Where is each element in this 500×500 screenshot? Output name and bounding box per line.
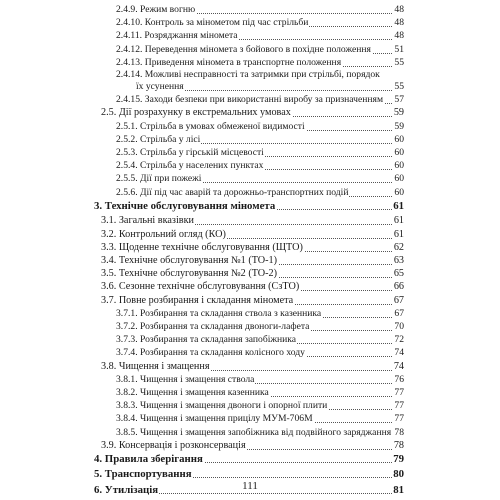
toc-entry: [0, 214, 500, 228]
toc-entry-title: 2.5.5. Дії при пожежі: [116, 173, 202, 185]
toc-entry-title: 2.5.6. Дії під час аварій та дорожньо-транспортних подій: [116, 186, 349, 198]
toc-entry-title: 3.8.3. Чищення і змащення двоноги і опорної плити: [116, 400, 328, 412]
toc-entry-title: 3.7.2. Розбирання та складання двоноги-лафета: [116, 320, 310, 332]
toc-entry-page: 80: [393, 468, 404, 481]
toc-entry-page: 70: [394, 320, 404, 332]
toc-entry-title: 3.7. Повне розбирання і складання міномета: [101, 294, 294, 306]
toc-entry-title: 3.3. Щоденне технічне обслуговування (ЩТО): [101, 241, 303, 253]
toc-entry-page: 72: [394, 334, 404, 346]
toc-entry-title: 3. Технічне обслуговування міномета: [94, 199, 276, 212]
toc-entry-title: 2.4.10. Контроль за мінометом під час стрільби: [116, 17, 309, 29]
toc-entry-title: 2.4.13. Приведення міномета в транспортне положення: [116, 56, 342, 68]
toc-entry-page: 67: [394, 307, 404, 319]
toc-entry: [0, 399, 500, 413]
toc-entry: [0, 241, 500, 255]
toc-entry: [0, 320, 500, 334]
toc-entry: [0, 254, 500, 268]
toc-entry: [0, 373, 500, 387]
toc-entry-title: 2.4.14. Можливі несправності та затримки при стрільбі, порядок: [116, 69, 380, 80]
toc-entry: [0, 56, 500, 70]
toc-entry-title: 2.4.15. Заходи безпеки при використанні виробу за призначенням: [116, 94, 384, 106]
toc-entry-page: 60: [394, 160, 404, 172]
toc-entry-title: 5. Транспортування: [94, 468, 192, 481]
toc-entry-title: 3.9. Консервація і розконсервація: [101, 439, 246, 451]
toc-entry-title: 3.8.2. Чищення і змащення казенника: [116, 386, 269, 398]
toc-entry-page: 55: [394, 56, 404, 68]
toc-entry-page: 77: [394, 413, 404, 425]
toc-entry: [0, 360, 500, 374]
toc-entry-page: 77: [394, 386, 404, 398]
toc-entry-title: 3.7.3. Розбирання та складання запобіжника: [116, 334, 297, 346]
toc-entry: [0, 307, 500, 321]
toc-entry: [0, 439, 500, 453]
toc-entry: [0, 333, 500, 347]
toc-entry: [0, 386, 500, 400]
toc-entry-title: 4. Правила зберігання: [94, 452, 203, 465]
toc-entry-title: 2.4.12. Переведення міномета з бойового в похідне положення: [116, 43, 371, 55]
toc-entry: [0, 106, 500, 120]
toc-entry-title: 2.5.3. Стрільба у гірській місцевості: [116, 147, 264, 158]
toc-entry-title: 3.7.1. Розбирання та складання ствола з казенника: [116, 307, 322, 319]
toc-entry-page: 77: [394, 400, 404, 412]
toc-entry: [0, 412, 500, 426]
toc-entry-page: 66: [393, 281, 404, 293]
toc-entry-title: 3.8.5. Чищення і змащення запобіжника від подвійного заряджання: [116, 426, 392, 438]
toc-entry-title: 3.7.4. Розбирання та складання колісного ходу: [116, 347, 305, 359]
toc-entry-title: 3.8.1. Чищення і змащення ствола: [116, 373, 255, 385]
toc-entry-page: 61: [393, 199, 404, 212]
toc-entry-page: 78: [394, 426, 404, 438]
toc-entry: [0, 228, 500, 242]
toc-entry: [0, 80, 500, 94]
toc-entry-page: 76: [394, 373, 404, 385]
toc-entry-page: 55: [394, 81, 404, 92]
toc-entry-page: 65: [393, 268, 404, 280]
page-number: 111: [242, 480, 258, 492]
toc-entry-page: 60: [394, 147, 404, 158]
toc-entry-title: 3.2. Контрольний огляд (КО): [101, 228, 226, 240]
toc-entry-page: 74: [393, 360, 404, 372]
toc-entry-title: 2.5.1. Стрільба в умовах обмеженої видимості: [116, 120, 305, 132]
toc-entry-page: 61: [393, 228, 404, 240]
toc-entry-page: 74: [394, 347, 404, 359]
toc-entry: [0, 267, 500, 281]
toc-entry-title: 2.5.4. Стрільба у населених пунктах: [116, 160, 264, 172]
toc-entry-page: 62: [393, 241, 404, 253]
toc-entry: [0, 199, 500, 213]
toc-entry: [0, 16, 500, 30]
toc-entry-title: 2.4.11. Розряджання міномета: [116, 30, 238, 42]
toc-entry-page: 78: [393, 439, 404, 451]
toc-entry-title: 6. Утилізація: [94, 483, 159, 496]
toc-entry: [0, 294, 500, 308]
toc-entry-page: 51: [394, 43, 404, 55]
toc-entry-page: 61: [393, 215, 404, 227]
toc-entry-page: 60: [394, 173, 404, 185]
toc-entry-title: 3.4. Технічне обслуговування №1 (ТО-1): [101, 254, 278, 266]
toc-entry: [0, 280, 500, 294]
toc-entry: [0, 29, 500, 43]
toc-entry-title: 3.8. Чищення і змащення: [101, 360, 210, 372]
toc-entry: [0, 346, 500, 360]
toc-entry-page: 81: [393, 483, 404, 496]
toc-entry-title: 2.5.2. Стрільба у лісі: [116, 133, 201, 145]
toc-entry-page: 48: [394, 17, 404, 29]
toc-entry-title: 2.5. Дії розрахунку в екстремальних умовах: [101, 107, 291, 119]
toc-entry-title: 2.4.9. Режим вогню: [116, 4, 196, 15]
toc-entry-title: 3.1. Загальні вказівки: [101, 215, 194, 227]
toc-entry-page: 59: [393, 107, 404, 119]
toc-entry-page: 60: [394, 133, 404, 145]
toc-entry-title: їх усунення: [136, 81, 184, 92]
toc-entry-title: 3.8.4. Чищення і змащення прицілу МУМ-706М: [116, 413, 313, 425]
toc-entry: [0, 186, 500, 200]
toc-entry: [0, 120, 500, 134]
toc-entry: [0, 172, 500, 186]
toc-entry: [0, 426, 500, 440]
toc-entry: [0, 146, 500, 160]
toc-entry-page: 63: [393, 254, 404, 266]
toc-entry-page: 57: [394, 94, 404, 106]
toc-entry-page: 59: [394, 120, 404, 132]
toc-entry: [0, 133, 500, 147]
toc-entry-page: 79: [393, 452, 404, 465]
toc-entry-title: 3.5. Технічне обслуговування №2 (ТО-2): [101, 268, 278, 280]
toc-entry: [0, 3, 500, 17]
toc-entry: [0, 43, 500, 57]
toc-entry-page: 67: [393, 294, 404, 306]
toc-entry-page: 60: [394, 186, 404, 198]
toc-entry: [0, 159, 500, 173]
toc-entry-title: 3.6. Сезонне технічне обслуговування (СзТО): [101, 281, 300, 293]
toc-entry-page: 48: [394, 4, 404, 15]
toc-entry: [0, 452, 500, 466]
toc-entry: [0, 93, 500, 107]
toc-entry-page: 48: [394, 30, 404, 42]
